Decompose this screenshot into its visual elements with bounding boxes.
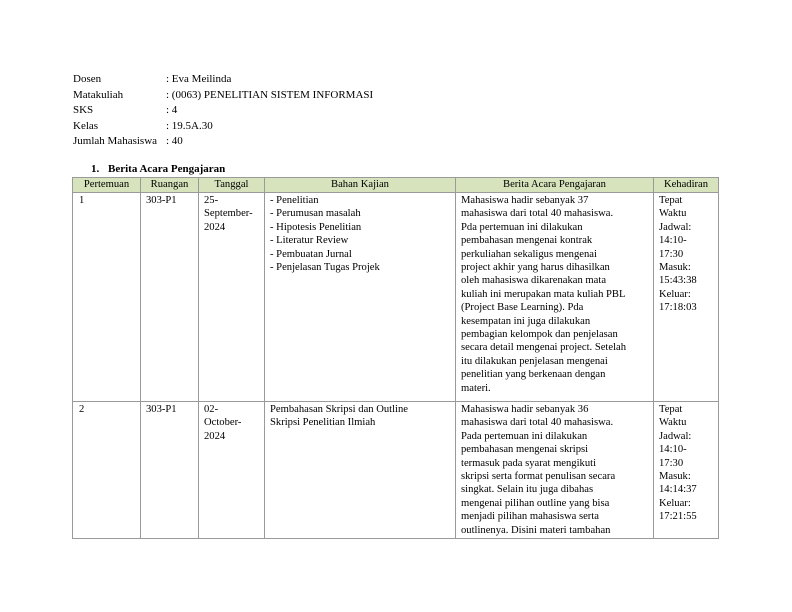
cell-line: termasuk pada syarat mengikuti (461, 457, 597, 469)
cell-tanggal (199, 402, 265, 539)
info-value: : Eva Meilinda (166, 73, 232, 85)
cell-line: - Pembuatan Jurnal (270, 248, 352, 260)
cell-line: 15:43:38 (659, 275, 697, 287)
cell-line: Jadwal: (659, 221, 692, 233)
info-value: : 40 (166, 135, 183, 148)
header-ruangan: Ruangan (141, 178, 199, 193)
cell-line: 02- (204, 404, 219, 415)
cell-line: singkat. Selain itu juga dibahas (461, 484, 594, 496)
cell-line: Tepat (659, 195, 683, 206)
header-pertemuan: Pertemuan (73, 178, 141, 193)
cell-line: Pada pertemuan ini dilakukan (461, 430, 588, 442)
cell-ruangan: 303-P1 (141, 193, 199, 402)
cell-line: - Perumusan masalah (270, 208, 361, 220)
cell-line: (Project Base Learning). Pda (461, 302, 584, 314)
cell-pertemuan: 1 (73, 193, 141, 402)
header-bahan-kajian: Bahan Kajian (265, 178, 456, 193)
cell-line: outlinenya. Disini materi tambahan (461, 524, 611, 536)
info-label: Dosen (73, 73, 102, 85)
cell-line: Waktu (659, 208, 687, 220)
cell-bahan-kajian (265, 402, 456, 539)
cell-berita-acara (456, 193, 654, 402)
header-berita-acara: Berita Acara Pengajaran (456, 178, 654, 193)
section-title: Berita Acara Pengajaran (108, 163, 226, 175)
info-value: : (0063) PENELITIAN SISTEM INFORMASI (166, 88, 374, 101)
table-row (73, 193, 719, 402)
cell-line: 14:10- (659, 444, 687, 456)
cell-kehadiran (654, 402, 719, 539)
cell-line: Waktu (659, 417, 687, 429)
cell-pertemuan: 2 (73, 402, 141, 539)
cell-line: - Penjelasan Tugas Projek (270, 262, 380, 274)
cell-berita-acara (456, 402, 654, 539)
cell-bahan-kajian (265, 193, 456, 402)
cell-line: 14:10- (659, 235, 687, 247)
cell-tanggal (199, 193, 265, 402)
header-kehadiran: Kehadiran (654, 178, 719, 193)
cell-line: menjadi pilihan mahasiswa serta (461, 511, 599, 523)
cell-line: Mahasiswa hadir sebanyak 36 (461, 404, 589, 415)
cell-line: Keluar: (659, 497, 691, 509)
info-value: : 19.5A.30 (166, 119, 213, 132)
cell-line: mahasiswa dari total 40 mahasiswa. (461, 417, 614, 429)
teaching-record-table (72, 177, 719, 539)
cell-line: 17:30 (659, 248, 684, 260)
cell-line: kuliah ini merupakan mata kuliah PBL (461, 288, 626, 300)
table-row (73, 402, 719, 539)
info-row-kelas (73, 119, 373, 135)
cell-line: project akhir yang harus dihasilkan (461, 262, 610, 274)
cell-line: Keluar: (659, 288, 691, 300)
course-info (73, 72, 373, 150)
cell-line: kesempatan ini juga dilakukan (461, 315, 591, 327)
cell-line: Masuk: (659, 262, 691, 274)
cell-line: 25- (204, 195, 219, 206)
info-row-dosen (73, 72, 373, 88)
cell-line: - Literatur Review (270, 235, 349, 247)
cell-line: September- (204, 208, 253, 220)
cell-line: 17:30 (659, 457, 684, 469)
cell-line: mengenai pilihan outline yang bisa (461, 497, 610, 509)
cell-line: 2024 (204, 430, 226, 442)
cell-line: skripsi serta format penulisan secara (461, 471, 616, 483)
cell-kehadiran (654, 193, 719, 402)
cell-line: Skripsi Penelitian Ilmiah (270, 417, 376, 429)
section-heading (91, 163, 225, 175)
cell-line: perkuliahan sekaligus mengenai (461, 248, 597, 260)
info-value: : 4 (166, 104, 178, 117)
info-label: Jumlah Mahasiswa (73, 135, 158, 148)
cell-line: 17:18:03 (659, 302, 697, 314)
cell-line: October- (204, 417, 242, 429)
cell-line: 17:21:55 (659, 511, 697, 523)
cell-line: - Hipotesis Penelitian (270, 221, 362, 233)
info-label: SKS (73, 104, 94, 117)
cell-line: itu dilakukan penjelasan mengenai (461, 355, 608, 367)
cell-line: materi. (461, 382, 491, 394)
info-label: Kelas (73, 119, 99, 132)
info-label: Matakuliah (73, 88, 124, 101)
header-tanggal: Tanggal (199, 178, 265, 193)
cell-line: 14:14:37 (659, 484, 697, 496)
table-header-row (73, 178, 719, 193)
cell-line: 2024 (204, 221, 226, 233)
cell-line: pembahasan mengenai skripsi (461, 444, 589, 456)
cell-ruangan: 303-P1 (141, 402, 199, 539)
cell-line: Pembahasan Skripsi dan Outline (270, 404, 408, 415)
cell-line: - Penelitian (270, 195, 319, 206)
cell-line: Masuk: (659, 471, 691, 483)
cell-line: Mahasiswa hadir sebanyak 37 (461, 195, 589, 206)
cell-line: secara detail mengenai project. Setelah (461, 342, 627, 354)
cell-line: oleh mahasiswa dikarenakan mata (461, 275, 607, 287)
cell-line: Jadwal: (659, 430, 692, 442)
info-row-jumlah-mahasiswa (73, 134, 373, 150)
cell-line: pembahasan mengenai kontrak (461, 235, 593, 247)
cell-line: mahasiswa dari total 40 mahasiswa. (461, 208, 614, 220)
section-number: 1. (91, 163, 100, 175)
info-row-sks (73, 103, 373, 119)
cell-line: penelitian yang berkenaan dengan (461, 369, 606, 381)
info-row-matakuliah (73, 88, 373, 104)
cell-line: pembagian kelompok dan penjelasan (461, 329, 618, 341)
cell-line: Tepat (659, 404, 683, 415)
cell-line: Pda pertemuan ini dilakukan (461, 221, 583, 233)
